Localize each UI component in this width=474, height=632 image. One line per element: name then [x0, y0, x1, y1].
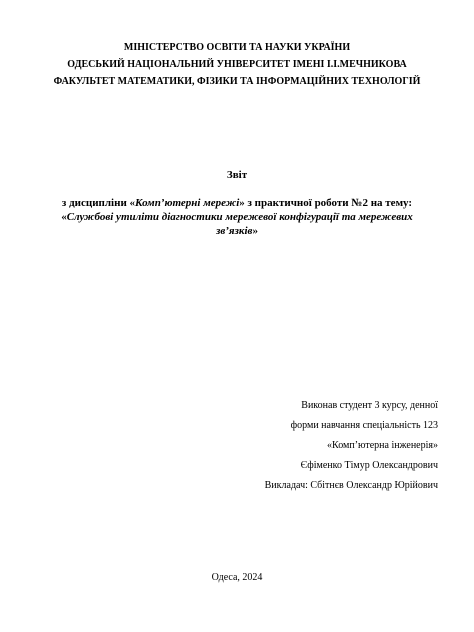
subject-name: Комп’ютерні мережі: [135, 197, 240, 209]
report-topic: Службові утиліти діагностики мережевої конфігурації та мережевих зв’язків: [66, 211, 413, 237]
author-line-2: форми навчання спеціальність 123: [290, 420, 438, 431]
topic-suffix: »: [252, 225, 258, 237]
author-line-1: Виконав студент 3 курсу, денної: [301, 400, 438, 411]
city-year: Одеса, 2024: [211, 572, 263, 583]
ministry-heading: МІНІСТЕРСТВО ОСВІТИ ТА НАУКИ УКРАЇНИ: [123, 42, 351, 53]
author-line-3: «Комп’ютерна інженерія»: [327, 440, 438, 451]
teacher-line: Викладач: Сбітнєв Олександр Юрійович: [264, 480, 438, 491]
subject-suffix: » з практичної роботи №2 на тему: «: [61, 197, 413, 223]
university-heading: ОДЕСЬКИЙ НАЦІОНАЛЬНИЙ УНІВЕРСИТЕТ ІМЕНІ І.І.МЕЧНИКОВА: [67, 59, 407, 70]
author-name: Єфіменко Тімур Олександрович: [300, 460, 438, 471]
faculty-heading: ФАКУЛЬТЕТ МАТЕМАТИКИ, ФІЗИКИ ТА ІНФОРМАЦІЙНИХ ТЕХНОЛОГІЙ: [53, 76, 421, 87]
report-title: Звіт: [226, 169, 248, 181]
report-subject-block: [60, 196, 414, 238]
subject-prefix: з дисципліни «: [61, 197, 136, 209]
